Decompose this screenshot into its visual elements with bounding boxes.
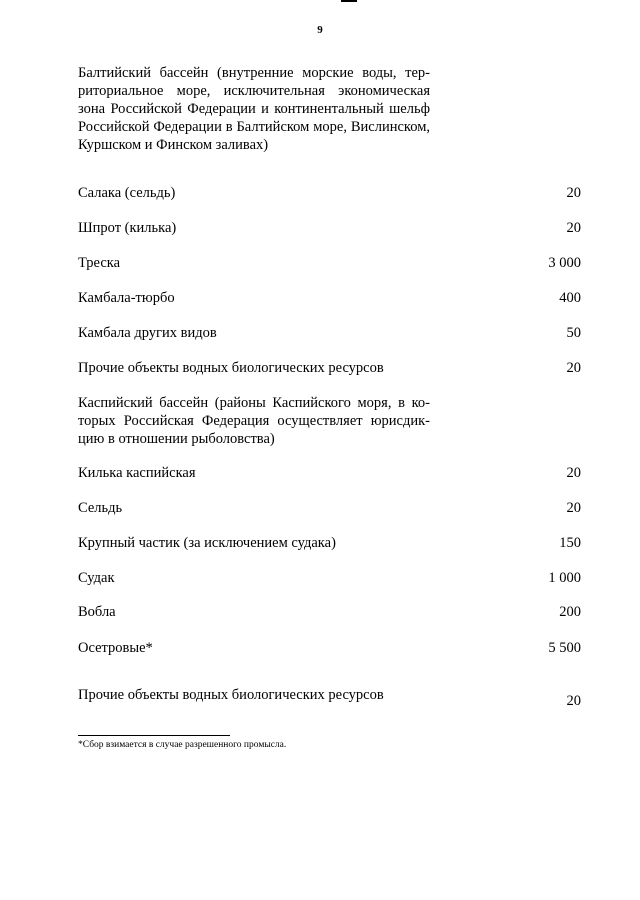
table-row xyxy=(78,498,581,518)
fee-value: 20 xyxy=(566,185,581,201)
table-row xyxy=(78,638,581,658)
fee-value: 20 xyxy=(566,500,581,516)
species-name: Прочие объекты водных биологических ресурсов xyxy=(78,360,384,376)
species-name: Крупный частик (за исключением судака) xyxy=(78,535,336,551)
fee-value: 3 000 xyxy=(548,255,581,271)
table-row xyxy=(78,463,581,483)
table-row xyxy=(78,218,581,238)
species-name: Камбала других видов xyxy=(78,325,217,341)
table-row xyxy=(78,685,581,715)
footnote: *Сбор взимается в случае разрешенного промысла. xyxy=(78,740,287,750)
fee-value: 1 000 xyxy=(548,570,581,586)
species-name: Треска xyxy=(78,255,121,271)
page-number: 9 xyxy=(317,24,323,36)
fee-value: 5 500 xyxy=(548,640,581,656)
caspian-basin-heading: Каспийский бассейн (районы Каспийского моря, в ко-торых Российская Федерация осуществляет юрисдик-цию в отношении рыболовства) xyxy=(78,395,430,447)
fee-value: 400 xyxy=(559,290,581,306)
species-name: Килька каспийская xyxy=(78,465,196,481)
page-top-mark xyxy=(341,0,357,2)
fee-value: 20 xyxy=(566,360,581,376)
table-row xyxy=(78,602,581,622)
fee-value: 150 xyxy=(559,535,581,551)
fee-value: 50 xyxy=(566,325,581,341)
species-name: Сельдь xyxy=(78,500,123,516)
species-name: Осетровые* xyxy=(78,640,153,656)
table-row xyxy=(78,288,581,308)
baltic-basin-heading: Балтийский бассейн (внутренние морские воды, тер-риториальное море, исключительная экономическая зона Российской Федерации и континентальный шельф Российской Федерации в Балтийском море, Вислинском, Куршском и Финском заливах) xyxy=(78,65,430,153)
fee-value: 20 xyxy=(566,465,581,481)
species-name: Судак xyxy=(78,570,115,586)
table-row xyxy=(78,533,581,553)
species-name: Прочие объекты водных биологических ресурсов xyxy=(78,687,384,703)
fee-value: 20 xyxy=(566,693,581,709)
species-name: Шпрот (килька) xyxy=(78,220,177,236)
table-row xyxy=(78,253,581,273)
species-name: Вобла xyxy=(78,604,116,620)
species-name: Камбала-тюрбо xyxy=(78,290,175,306)
table-row xyxy=(78,358,581,378)
species-name: Салака (сельдь) xyxy=(78,185,176,201)
table-row xyxy=(78,323,581,343)
table-row xyxy=(78,183,581,203)
fee-value: 200 xyxy=(559,604,581,620)
footnote-divider xyxy=(78,735,230,736)
fee-value: 20 xyxy=(566,220,581,236)
table-row xyxy=(78,568,581,588)
